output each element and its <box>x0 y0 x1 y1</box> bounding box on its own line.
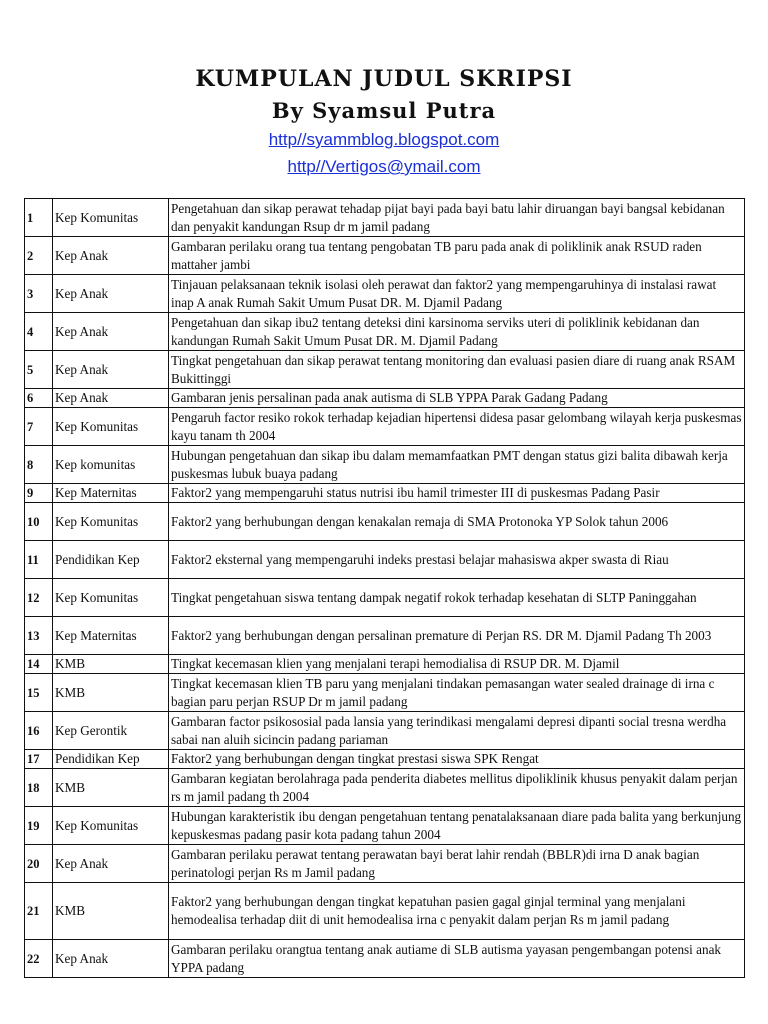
row-category: Pendidikan Kep <box>53 750 169 769</box>
row-category: Pendidikan Kep <box>53 541 169 579</box>
table-row <box>25 351 745 389</box>
row-category: Kep Anak <box>53 275 169 313</box>
table-row <box>25 617 745 655</box>
table-row <box>25 446 745 484</box>
table-row <box>25 199 745 237</box>
row-number: 19 <box>25 807 53 845</box>
row-title: Gambaran jenis persalinan pada anak autisma di SLB YPPA Parak Gadang Padang <box>169 389 745 408</box>
row-title: Gambaran kegiatan berolahraga pada penderita diabetes mellitus dipoliklinik khusus penyakit dalam perjan rs m jamil padang th 2004 <box>169 769 745 807</box>
table-row <box>25 655 745 674</box>
row-title: Pengetahuan dan sikap perawat tehadap pijat bayi pada bayi batu lahir diruangan bayi bangsal kebidanan dan penyakit kandungan Rsup dr m jamil padang <box>169 199 745 237</box>
row-category: KMB <box>53 769 169 807</box>
table-row <box>25 484 745 503</box>
row-category: Kep Komunitas <box>53 807 169 845</box>
row-title: Tinjauan pelaksanaan teknik isolasi oleh perawat dan faktor2 yang mempengaruhinya di instalasi rawat inap A anak Rumah Sakit Umum Pusat DR. M. Djamil Padang <box>169 275 745 313</box>
row-category: Kep Anak <box>53 940 169 978</box>
row-title: Hubungan karakteristik ibu dengan pengetahuan tentang penatalaksanaan diare pada balita yang berkunjung kepuskesmas padang pasir kota padang tahun 2004 <box>169 807 745 845</box>
row-title: Tingkat pengetahuan siswa tentang dampak negatif rokok terhadap kesehatan di SLTP Paninggahan <box>169 579 745 617</box>
row-category: Kep Anak <box>53 389 169 408</box>
row-title: Hubungan pengetahuan dan sikap ibu dalam memamfaatkan PMT dengan status gizi balita dibawah kerja puskesmas lubuk buaya padang <box>169 446 745 484</box>
table-row <box>25 712 745 750</box>
row-category: Kep Komunitas <box>53 579 169 617</box>
table-row <box>25 579 745 617</box>
row-category: Kep Anak <box>53 237 169 275</box>
table-row <box>25 940 745 978</box>
row-title: Gambaran perilaku perawat tentang perawatan bayi berat lahir rendah (BBLR)di irna D anak bagian perinatologi perjan Rs m Jamil padang <box>169 845 745 883</box>
thesis-title-table <box>24 198 745 978</box>
document-title: KUMPULAN JUDUL SKRIPSI <box>195 66 573 92</box>
row-title: Faktor2 eksternal yang mempengaruhi indeks prestasi belajar mahasiswa akper swasta di Riau <box>169 541 745 579</box>
table-row <box>25 883 745 940</box>
row-number: 7 <box>25 408 53 446</box>
row-number: 11 <box>25 541 53 579</box>
row-category: Kep Anak <box>53 845 169 883</box>
row-title: Tingkat kecemasan klien yang menjalani terapi hemodialisa di RSUP DR. M. Djamil <box>169 655 745 674</box>
row-number: 21 <box>25 883 53 940</box>
row-number: 9 <box>25 484 53 503</box>
row-title: Gambaran perilaku orang tua tentang pengobatan TB paru pada anak di poliklinik anak RSUD raden mattaher jambi <box>169 237 745 275</box>
table-row <box>25 408 745 446</box>
row-title: Tingkat kecemasan klien TB paru yang menjalani tindakan pemasangan water sealed drainage di irna c bagian paru perjan RSUP Dr m jamil padang <box>169 674 745 712</box>
row-title: Tingkat pengetahuan dan sikap perawat tentang monitoring dan evaluasi pasien diare di ruang anak RSAM Bukittinggi <box>169 351 745 389</box>
row-category: Kep Maternitas <box>53 617 169 655</box>
row-category: Kep Anak <box>53 313 169 351</box>
row-title: Gambaran perilaku orangtua tentang anak autiame di SLB autisma yayasan pengembangan potensi anak YPPA padang <box>169 940 745 978</box>
row-category: Kep Komunitas <box>53 199 169 237</box>
table-row <box>25 845 745 883</box>
row-title: Gambaran factor psikososial pada lansia yang terindikasi mengalami depresi dipanti social tresna werdha sabai nan aluih sicincin padang pariaman <box>169 712 745 750</box>
table-row <box>25 807 745 845</box>
row-number: 2 <box>25 237 53 275</box>
row-category: Kep Komunitas <box>53 408 169 446</box>
row-number: 3 <box>25 275 53 313</box>
blog-link[interactable]: http//syammblog.blogspot.com <box>268 130 500 149</box>
row-number: 15 <box>25 674 53 712</box>
row-category: KMB <box>53 883 169 940</box>
row-number: 8 <box>25 446 53 484</box>
row-title: Pengetahuan dan sikap ibu2 tentang deteksi dini karsinoma serviks uteri di poliklinik kebidanan dan kandungan Rumah Sakit Umum Pusat DR. M. Djamil Padang <box>169 313 745 351</box>
row-category: Kep Anak <box>53 351 169 389</box>
row-category: KMB <box>53 655 169 674</box>
table-row <box>25 750 745 769</box>
row-category: Kep Komunitas <box>53 503 169 541</box>
row-title: Faktor2 yang berhubungan dengan tingkat prestasi siswa SPK Rengat <box>169 750 745 769</box>
row-category: KMB <box>53 674 169 712</box>
table-row <box>25 275 745 313</box>
row-title: Faktor2 yang berhubungan dengan kenakalan remaja di SMA Protonoka YP Solok tahun 2006 <box>169 503 745 541</box>
author-line: By Syamsul Putra <box>271 98 497 123</box>
table-row <box>25 313 745 351</box>
row-number: 14 <box>25 655 53 674</box>
row-number: 5 <box>25 351 53 389</box>
table-row <box>25 389 745 408</box>
table-row <box>25 674 745 712</box>
row-number: 20 <box>25 845 53 883</box>
row-number: 16 <box>25 712 53 750</box>
table-row <box>25 541 745 579</box>
row-number: 12 <box>25 579 53 617</box>
row-category: Kep Maternitas <box>53 484 169 503</box>
row-title: Faktor2 yang mempengaruhi status nutrisi ibu hamil trimester III di puskesmas Padang Pasir <box>169 484 745 503</box>
row-title: Pengaruh factor resiko rokok terhadap kejadian hipertensi didesa pasar gelombang wilayah kerja puskesmas kayu tanam th 2004 <box>169 408 745 446</box>
table-row <box>25 769 745 807</box>
table-row <box>25 503 745 541</box>
row-number: 10 <box>25 503 53 541</box>
row-number: 13 <box>25 617 53 655</box>
row-number: 6 <box>25 389 53 408</box>
table-body <box>25 199 745 978</box>
row-title: Faktor2 yang berhubungan dengan persalinan premature di Perjan RS. DR M. Djamil Padang Th 2003 <box>169 617 745 655</box>
row-category: Kep komunitas <box>53 446 169 484</box>
row-title: Faktor2 yang berhubungan dengan tingkat kepatuhan pasien gagal ginjal terminal yang menjalani hemodealisa terhadap diit di unit hemodealisa irna c penyakit dalam perjan Rs m jamil padang <box>169 883 745 940</box>
email-link[interactable]: http//Vertigos@ymail.com <box>287 157 481 176</box>
row-number: 1 <box>25 199 53 237</box>
row-number: 22 <box>25 940 53 978</box>
row-number: 4 <box>25 313 53 351</box>
row-number: 17 <box>25 750 53 769</box>
row-number: 18 <box>25 769 53 807</box>
row-category: Kep Gerontik <box>53 712 169 750</box>
table-row <box>25 237 745 275</box>
